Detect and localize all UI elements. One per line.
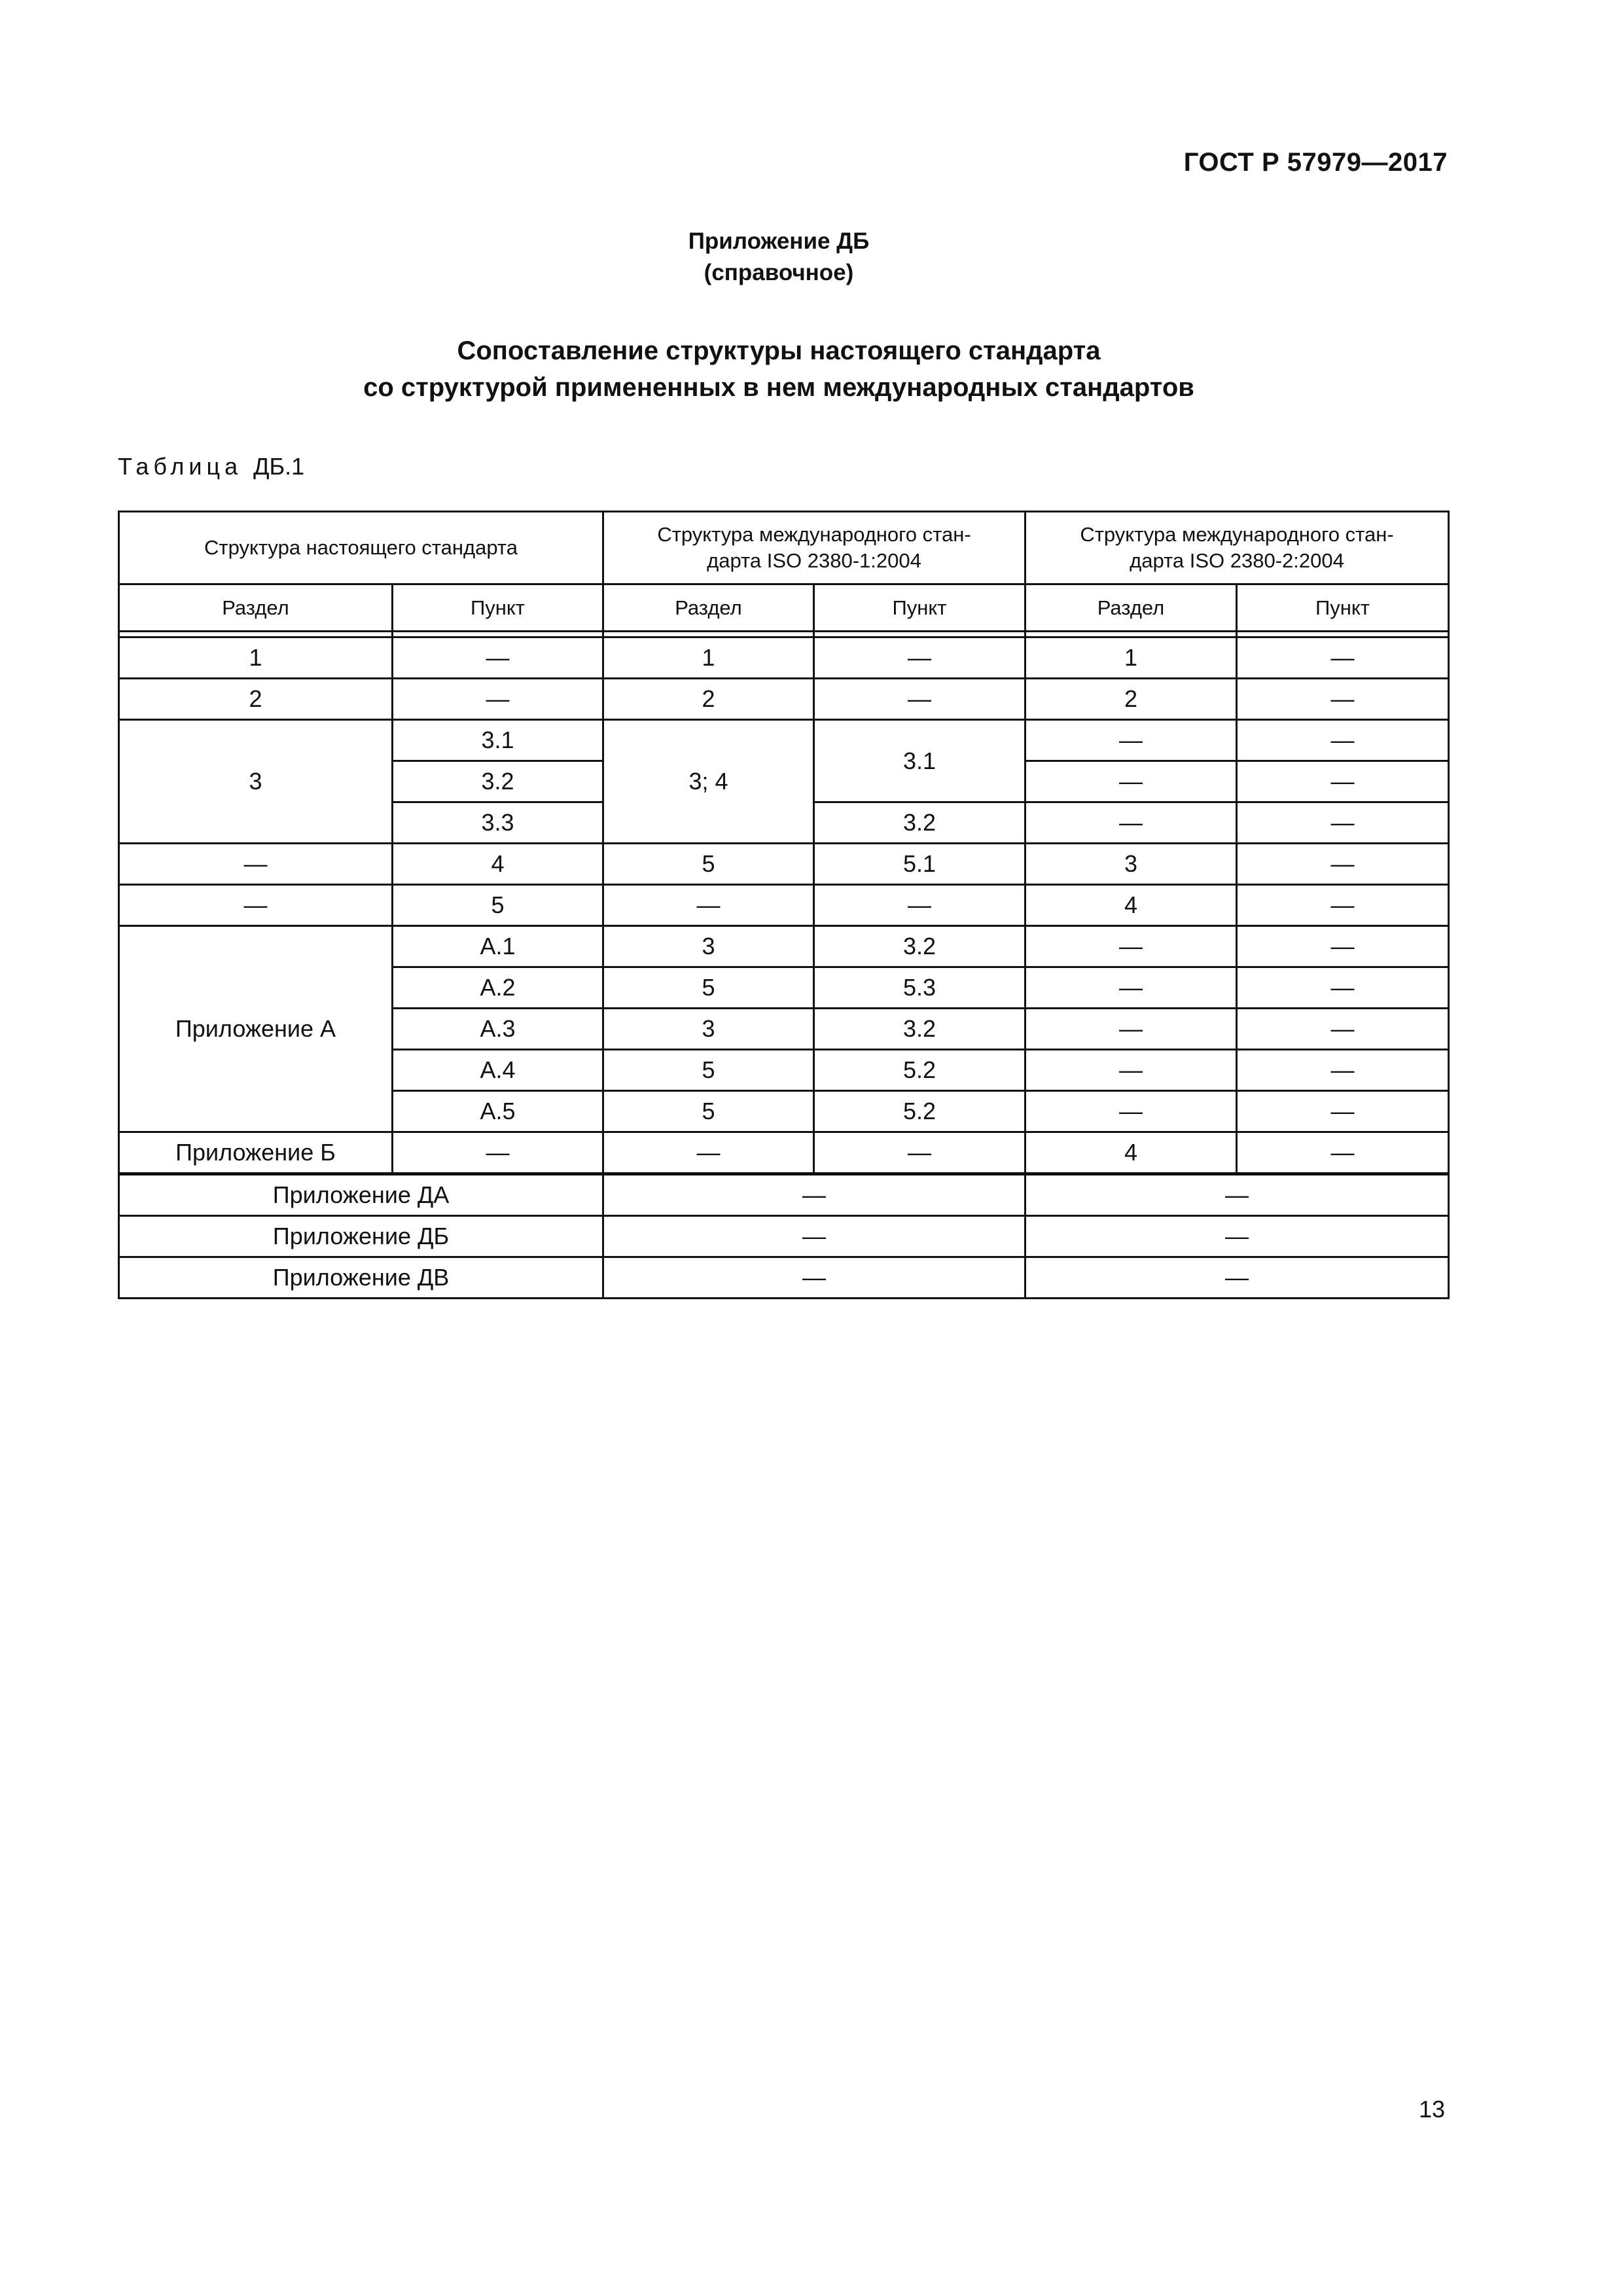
- separator-cell: [1026, 632, 1237, 637]
- table-cell: 3; 4: [603, 720, 814, 844]
- table-cell: —: [1026, 720, 1237, 761]
- table-cell: 3: [119, 720, 393, 844]
- table-cell: —: [1026, 1216, 1449, 1257]
- table-row: [119, 679, 1449, 720]
- table-row: [119, 844, 1449, 885]
- table-cell: —: [1237, 844, 1449, 885]
- subheader-section: Раздел: [119, 584, 393, 632]
- table-cell: 5: [393, 885, 603, 926]
- table-cell: Приложение Б: [119, 1132, 393, 1174]
- table-cell: 3.1: [393, 720, 603, 761]
- table-cell: 3: [603, 926, 814, 967]
- table-cell: —: [1237, 1091, 1449, 1132]
- table-cell: —: [119, 844, 393, 885]
- table-row: [119, 885, 1449, 926]
- header-iso-2380-1: [603, 512, 1026, 584]
- table-cell: —: [603, 1132, 814, 1174]
- table-cell: —: [603, 1257, 1026, 1299]
- table-cell: 2: [119, 679, 393, 720]
- table-cell: —: [1237, 802, 1449, 844]
- table-cell: —: [1026, 802, 1237, 844]
- table-cell: А.5: [393, 1091, 603, 1132]
- table-cell: 3.2: [814, 1009, 1026, 1050]
- table-row: [119, 1216, 1449, 1257]
- separator-cell: [1237, 632, 1449, 637]
- table-cell: 3: [603, 1009, 814, 1050]
- table-row: [119, 637, 1449, 679]
- table-cell: —: [814, 1132, 1026, 1174]
- subheader-item: Пункт: [1237, 584, 1449, 632]
- table-caption: [118, 453, 304, 480]
- table-cell: —: [1026, 967, 1237, 1009]
- header-separator: [119, 632, 1449, 637]
- header-iso-2380-1-line-1: Структура международного стан-: [657, 523, 971, 546]
- table-cell: —: [1026, 1174, 1449, 1216]
- table-cell: 1: [119, 637, 393, 679]
- separator-cell: [603, 632, 814, 637]
- table-cell: —: [603, 1216, 1026, 1257]
- table-cell: Приложение ДВ: [119, 1257, 603, 1299]
- table-cell: Приложение ДБ: [119, 1216, 603, 1257]
- table-cell: —: [1026, 1050, 1237, 1091]
- table-row: [119, 720, 1449, 761]
- table-cell: А.3: [393, 1009, 603, 1050]
- table-cell: А.2: [393, 967, 603, 1009]
- table-cell: —: [1026, 926, 1237, 967]
- table-cell: 3.1: [814, 720, 1026, 802]
- table-cell: 5: [603, 967, 814, 1009]
- table-cell: —: [814, 637, 1026, 679]
- table-cell: —: [1237, 967, 1449, 1009]
- table-cell: А.4: [393, 1050, 603, 1091]
- table-subheader-row: [119, 584, 1449, 632]
- section-title-line-2: со структурой примененных в нем международных стандартов: [363, 373, 1194, 402]
- header-iso-2380-2: [1026, 512, 1449, 584]
- table-cell: 1: [1026, 637, 1237, 679]
- table-cell: 3.2: [814, 802, 1026, 844]
- separator-cell: [393, 632, 603, 637]
- table-cell: 3.2: [393, 761, 603, 802]
- table-cell: —: [814, 885, 1026, 926]
- table-cell: —: [1237, 720, 1449, 761]
- table-cell: 4: [1026, 1132, 1237, 1174]
- table-cell: —: [393, 1132, 603, 1174]
- table-cell: —: [1026, 761, 1237, 802]
- table-cell: —: [393, 637, 603, 679]
- table-cell: —: [1237, 1132, 1449, 1174]
- table-row: [119, 926, 1449, 967]
- table-header-row: [119, 512, 1449, 584]
- table-row: [119, 1174, 1449, 1216]
- header-iso-2380-1-line-2: дарта ISO 2380-1:2004: [707, 549, 921, 572]
- table-cell: —: [1237, 761, 1449, 802]
- table-cell: 3: [1026, 844, 1237, 885]
- table-row: [119, 1257, 1449, 1299]
- appendix-title: Приложение ДБ: [688, 228, 870, 254]
- table-cell: —: [1237, 926, 1449, 967]
- section-title: [0, 332, 1558, 406]
- table-cell: —: [119, 885, 393, 926]
- table-cell: 4: [393, 844, 603, 885]
- table-caption-number: ДБ.1: [253, 453, 305, 480]
- table-cell: 5.2: [814, 1050, 1026, 1091]
- table-row: [119, 1132, 1449, 1174]
- table-cell: 5: [603, 1050, 814, 1091]
- table-cell: —: [1237, 885, 1449, 926]
- table-cell: Приложение ДА: [119, 1174, 603, 1216]
- table-cell: 4: [1026, 885, 1237, 926]
- table-cell: 2: [603, 679, 814, 720]
- table-cell: —: [603, 885, 814, 926]
- table-cell: А.1: [393, 926, 603, 967]
- appendix-heading: [0, 226, 1558, 289]
- section-title-line-1: Сопоставление структуры настоящего стандарта: [457, 336, 1101, 365]
- subheader-section: Раздел: [1026, 584, 1237, 632]
- page-number: 13: [1418, 2096, 1445, 2123]
- separator-cell: [119, 632, 393, 637]
- subheader-item: Пункт: [814, 584, 1026, 632]
- table-cell: Приложение А: [119, 926, 393, 1132]
- table-cell: —: [814, 679, 1026, 720]
- table-cell: —: [393, 679, 603, 720]
- appendix-subtitle: (справочное): [704, 260, 854, 285]
- table-cell: 5.1: [814, 844, 1026, 885]
- subheader-item: Пункт: [393, 584, 603, 632]
- table-cell: —: [1237, 679, 1449, 720]
- table-cell: 2: [1026, 679, 1237, 720]
- comparison-table: [118, 511, 1450, 1299]
- table-cell: —: [1237, 637, 1449, 679]
- table-cell: —: [1237, 1009, 1449, 1050]
- header-iso-2380-2-line-1: Структура международного стан-: [1080, 523, 1394, 546]
- table-cell: 3.3: [393, 802, 603, 844]
- subheader-section: Раздел: [603, 584, 814, 632]
- table-cell: —: [1026, 1257, 1449, 1299]
- table-cell: 1: [603, 637, 814, 679]
- table-cell: 5: [603, 1091, 814, 1132]
- header-iso-2380-2-line-2: дарта ISO 2380-2:2004: [1130, 549, 1344, 572]
- table-cell: —: [1237, 1050, 1449, 1091]
- header-this-standard: Структура настоящего стандарта: [119, 512, 603, 584]
- table-cell: 5.3: [814, 967, 1026, 1009]
- separator-cell: [814, 632, 1026, 637]
- table-cell: 3.2: [814, 926, 1026, 967]
- table-cell: 5.2: [814, 1091, 1026, 1132]
- table-cell: —: [1026, 1009, 1237, 1050]
- table-cell: —: [603, 1174, 1026, 1216]
- table-cell: —: [1026, 1091, 1237, 1132]
- document-code: ГОСТ Р 57979—2017: [1183, 148, 1448, 177]
- table-caption-word: Таблица: [118, 453, 243, 480]
- table-cell: 5: [603, 844, 814, 885]
